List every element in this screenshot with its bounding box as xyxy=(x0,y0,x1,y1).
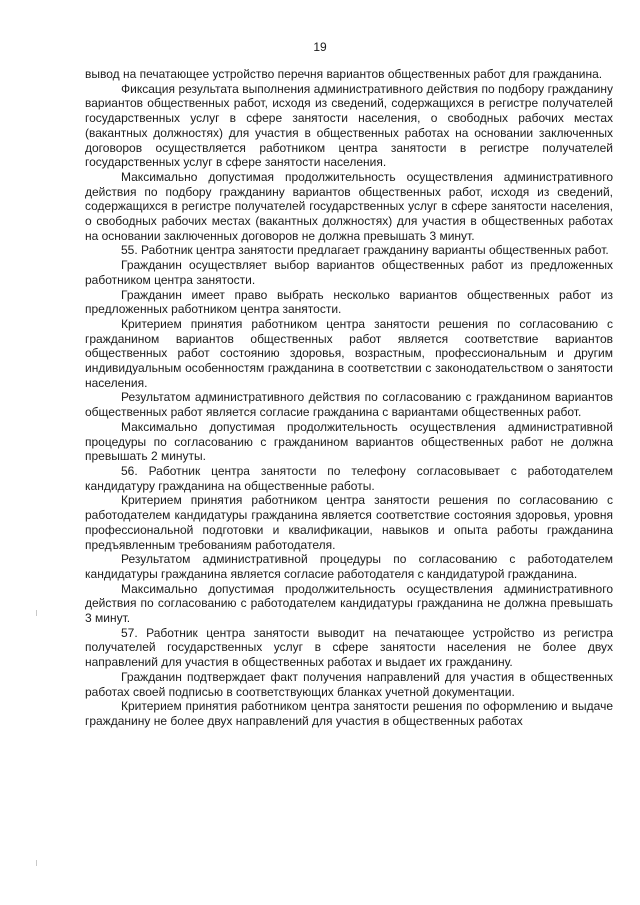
document-body xyxy=(85,67,613,729)
paragraph: Фиксация результата выполнения административного действия по подбору гражданину вариантов общественных работ, исходя из сведений, содержащихся в регистре получателей государственных услуг в сфере занятости населения, о свободных рабочих местах (вакантных должностях) для участия в общественных работах на основании заключенных договоров осуществляется работником центра занятости в регистре получателей государственных услуг в сфере занятости населения. xyxy=(85,81,613,170)
paragraph: Гражданин имеет право выбрать несколько вариантов общественных работ из предложенных работником центра занятости. xyxy=(85,287,613,317)
paragraph: Максимально допустимая продолжительность осуществления административного действия по согласованию с работодателем кандидатуры гражданина не должна превышать 3 минут. xyxy=(85,581,613,626)
paragraph-item-56: 56. Работник центра занятости по телефону согласовывает с работодателем кандидатуру гражданина на общественные работы. xyxy=(85,463,613,493)
paragraph-item-57: 57. Работник центра занятости выводит на печатающее устройство из регистра получателей государственных услуг в сфере занятости населения не более двух направлений для участия в общественных работах и выдает их гражданину. xyxy=(85,625,613,670)
paragraph: Результатом административной процедуры по согласованию с работодателем кандидатуры гражданина является согласие работодателя с кандидатурой гражданина. xyxy=(85,552,613,581)
scan-margin-mark xyxy=(36,860,37,866)
paragraph: Гражданин подтверждает факт получения направлений для участия в общественных работах своей подписью в соответствующих бланках учетной документации. xyxy=(85,669,613,699)
paragraph: Критерием принятия работником центра занятости решения по оформлению и выдаче гражданину не более двух направлений для участия в общественных работах xyxy=(85,699,613,728)
page-number: 19 xyxy=(313,40,327,54)
paragraph: Гражданин осуществляет выбор вариантов общественных работ из предложенных работником центра занятости. xyxy=(85,258,613,287)
paragraph: Результатом административного действия по согласованию с гражданином вариантов общественных работ является согласие гражданина с вариантами общественных работ. xyxy=(85,390,613,420)
paragraph: Максимально допустимая продолжительность осуществления административной процедуры по согласованию с гражданином вариантов общественных работ не должна превышать 2 минуты. xyxy=(85,419,613,464)
paragraph-continuation: вывод на печатающее устройство перечня вариантов общественных работ для гражданина. xyxy=(85,67,603,81)
paragraph: Критерием принятия работником центра занятости решения по согласованию с работодателем кандидатуры гражданина является соответствие состояния здоровья, уровня профессиональной подготовки и квалификации, навыков и опыта работы гражданина предъявленным требованиям работодателя. xyxy=(85,493,613,552)
paragraph: Максимально допустимая продолжительность осуществления административного действия по подбору гражданину вариантов общественных работ, исходя из сведений, содержащихся в регистре получателей государственных услуг в сфере занятости населения, о свободных рабочих местах (вакантных должностях) для участия в общественных работах на основании заключенных договоров не должна превышать 3 минут. xyxy=(85,169,613,243)
scan-margin-mark xyxy=(36,610,37,616)
paragraph-item-55: 55. Работник центра занятости предлагает гражданину варианты общественных работ. xyxy=(121,243,609,258)
paragraph: Критерием принятия работником центра занятости решения по согласованию с гражданином вариантов общественных работ является соответствие вариантов общественных работ состоянию здоровья, возрастным, профессиональным и другим индивидуальным особенностям гражданина в соответствии с законодательством о занятости населения. xyxy=(85,316,613,390)
